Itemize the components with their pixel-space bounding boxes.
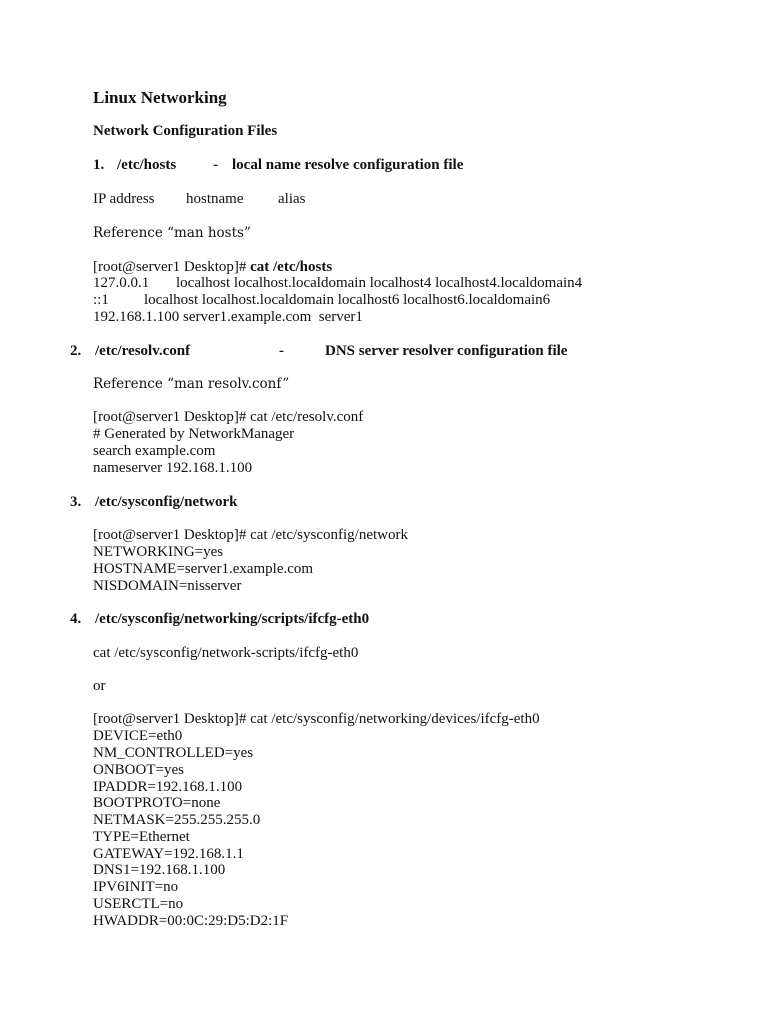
code-line: NETMASK=255.255.255.0: [93, 812, 261, 828]
code-line: IPADDR=192.168.1.100: [93, 779, 243, 795]
code-line: # Generated by NetworkManager: [93, 426, 295, 442]
hosts-column-alias: alias: [278, 191, 306, 207]
code-line: IPV6INIT=no: [93, 879, 179, 895]
code-line: [root@server1 Desktop]# cat /etc/sysconfig/network: [93, 527, 408, 543]
code-line: HOSTNAME=server1.example.com: [93, 561, 314, 577]
hosts-row-names: localhost localhost.localdomain localhost4 localhost4.localdomain4: [176, 275, 583, 291]
code-line: GATEWAY=192.168.1.1: [93, 846, 244, 862]
code-line: TYPE=Ethernet: [93, 829, 190, 845]
document-subtitle: Network Configuration Files: [93, 123, 278, 139]
hosts-column-hostname: hostname: [186, 191, 244, 207]
section-dash: -: [213, 157, 218, 173]
code-line: DEVICE=eth0: [93, 728, 183, 744]
section-path: /etc/resolv.conf: [95, 343, 191, 359]
code-line: NISDOMAIN=nisserver: [93, 578, 242, 594]
section-number: 4.: [70, 611, 82, 627]
document-title: Linux Networking: [93, 88, 227, 107]
section-path: /etc/hosts: [117, 157, 177, 173]
code-line: [root@server1 Desktop]# cat /etc/sysconfig/networking/devices/ifcfg-eth0: [93, 711, 540, 727]
section-number: 1.: [93, 157, 105, 173]
section-number: 3.: [70, 494, 82, 510]
alt-command: cat /etc/sysconfig/network-scripts/ifcfg-eth0: [93, 645, 359, 661]
shell-prompt: [root@server1 Desktop]#: [93, 259, 251, 275]
section-number: 2.: [70, 343, 82, 359]
code-line: BOOTPROTO=none: [93, 795, 221, 811]
section-path: /etc/sysconfig/network: [95, 494, 238, 510]
code-line: NETWORKING=yes: [93, 544, 224, 560]
code-line: NM_CONTROLLED=yes: [93, 745, 254, 761]
code-line: ONBOOT=yes: [93, 762, 184, 778]
code-line: nameserver 192.168.1.100: [93, 460, 253, 476]
code-line: [root@server1 Desktop]# cat /etc/resolv.conf: [93, 409, 364, 425]
section-description: local name resolve configuration file: [232, 157, 464, 173]
hosts-row-names: localhost localhost.localdomain localhost6 localhost6.localdomain6: [144, 292, 551, 308]
or-text: or: [93, 678, 106, 694]
shell-command: cat /etc/hosts: [250, 259, 333, 275]
code-line: search example.com: [93, 443, 216, 459]
section-path: /etc/sysconfig/networking/scripts/ifcfg-eth0: [95, 611, 370, 627]
reference-text: Reference “man resolv.conf”: [93, 376, 290, 392]
hosts-row-address: ::1: [93, 292, 109, 308]
command-line: [93, 259, 332, 276]
hosts-column-ip: IP address: [93, 191, 155, 207]
code-line: DNS1=192.168.1.100: [93, 862, 226, 878]
section-description: DNS server resolver configuration file: [325, 343, 568, 359]
code-line: USERCTL=no: [93, 896, 184, 912]
hosts-row-address: 192.168.1.100 server1.example.com server1: [93, 309, 363, 325]
section-dash: -: [279, 343, 284, 359]
reference-text: Reference “man hosts”: [93, 225, 251, 241]
hosts-row-address: 127.0.0.1: [93, 275, 150, 291]
code-line: HWADDR=00:0C:29:D5:D2:1F: [93, 913, 289, 929]
